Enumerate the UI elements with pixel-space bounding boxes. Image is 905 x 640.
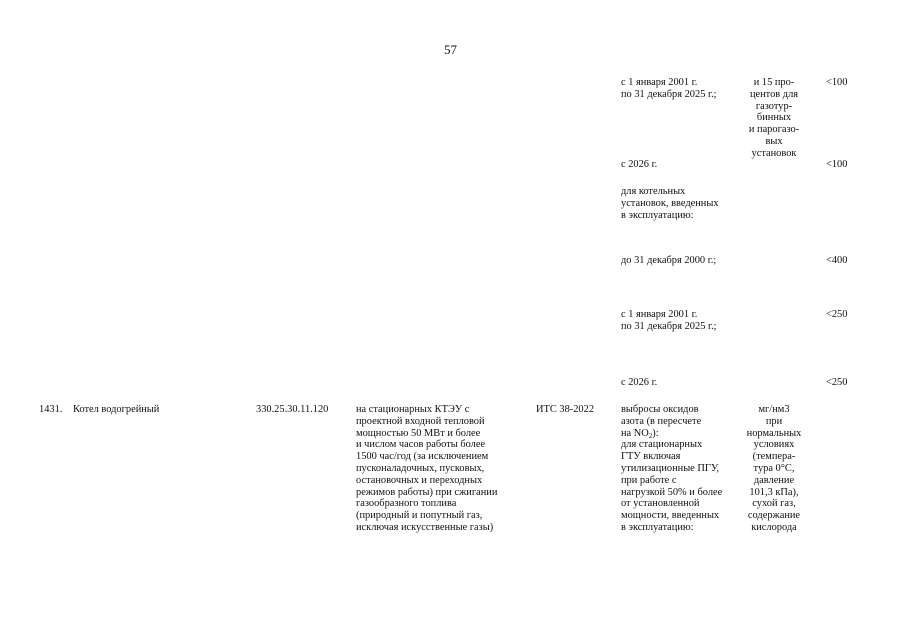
unit-line: 101,3 кПа), xyxy=(749,486,799,498)
application-line: на стационарных КТЭУ с xyxy=(356,404,470,415)
application-line: исключая искусственные газы) xyxy=(356,521,494,533)
unit-line: давление xyxy=(753,474,795,486)
application-line: мощностью 50 МВт и более xyxy=(356,427,481,439)
indicator-line xyxy=(621,428,741,440)
limit-value: <100 xyxy=(826,77,848,88)
condition-line: в эксплуатацию: xyxy=(621,209,694,221)
unit-line: содержание xyxy=(747,510,801,522)
condition-line: с 2026 г. xyxy=(621,159,658,170)
condition-line: по 31 декабря 2025 г.; xyxy=(621,88,717,100)
condition-cell xyxy=(621,159,657,171)
unit-note-line: установок xyxy=(751,147,797,159)
condition-cell xyxy=(621,309,717,333)
unit-line: тура 0°C, xyxy=(753,462,795,474)
condition-line: установок, введенных xyxy=(621,197,719,209)
unit-note-line: газотур- xyxy=(755,100,793,112)
unit-line: сухой газ, xyxy=(752,498,796,510)
indicator-line: утилизационные ПГУ, xyxy=(621,462,720,474)
unit-note-line: центов для xyxy=(749,88,799,100)
condition-cell xyxy=(621,377,657,389)
unit-note-line: и 15 про- xyxy=(753,77,795,88)
limit-value: <100 xyxy=(826,159,848,170)
indicator-line: от установленной xyxy=(621,498,700,510)
unit-line: мг/нм3 xyxy=(758,404,790,415)
page-number: 57 xyxy=(444,42,457,57)
indicator-line: азота (в пересчете xyxy=(621,415,702,427)
equipment-name: Котел водогрейный xyxy=(73,404,160,415)
application-line: и числом часов работы более xyxy=(356,439,486,451)
limit-value: <250 xyxy=(826,309,848,320)
indicator-formula-sub: 2 xyxy=(648,431,653,440)
application-cell xyxy=(356,404,526,534)
application-line: 1500 час/год (за исключением xyxy=(356,451,489,463)
condition-cell xyxy=(621,255,716,267)
indicator-formula-pre: на NO xyxy=(621,427,649,439)
indicator-line: ГТУ включая xyxy=(621,451,681,463)
condition-line: для котельных xyxy=(621,186,686,197)
unit-line: нормальных xyxy=(746,427,802,439)
limit-value: <250 xyxy=(826,377,848,388)
unit-line: при xyxy=(765,415,783,427)
indicator-cell xyxy=(621,404,741,534)
condition-line: с 1 января 2001 г. xyxy=(621,77,698,88)
application-line: проектной входной тепловой xyxy=(356,415,485,427)
condition-line: до 31 декабря 2000 г.; xyxy=(621,255,717,266)
condition-cell xyxy=(621,186,719,221)
application-line: пусконаладочных, пусковых, xyxy=(356,462,485,474)
unit-note-line: и парогазо- xyxy=(748,124,800,136)
indicator-line: в эксплуатацию: xyxy=(621,521,694,533)
indicator-line: для стационарных xyxy=(621,439,703,451)
indicator-line: при работе с xyxy=(621,474,677,486)
application-line: (природный и попутный газ, xyxy=(356,510,483,522)
unit-note xyxy=(736,77,812,160)
condition-line: с 2026 г. xyxy=(621,377,658,388)
limit-value: <400 xyxy=(826,255,848,266)
indicator-line: нагрузкой 50% и более xyxy=(621,486,723,498)
application-line: остановочных и переходных xyxy=(356,474,483,486)
equipment-code: 330.25.30.11.120 xyxy=(256,404,329,415)
condition-cell xyxy=(621,77,741,101)
unit-cell xyxy=(736,404,812,534)
application-line: газообразного топлива xyxy=(356,498,457,510)
unit-line: (темпера- xyxy=(752,451,796,463)
condition-line: с 1 января 2001 г. xyxy=(621,309,698,320)
application-line: режимов работы) при сжигании xyxy=(356,486,498,498)
indicator-formula-post: ): xyxy=(652,427,659,439)
unit-note-line: бинных xyxy=(756,112,792,124)
row-number: 1431. xyxy=(39,404,63,415)
indicator-line: мощности, введенных xyxy=(621,510,720,522)
unit-line: кислорода xyxy=(751,521,797,533)
indicator-line: выбросы оксидов xyxy=(621,404,699,415)
reference-document: ИТС 38-2022 xyxy=(536,404,595,415)
unit-note-line: вых xyxy=(765,135,783,147)
condition-line: по 31 декабря 2025 г.; xyxy=(621,320,717,332)
unit-line: условиях xyxy=(753,439,795,451)
